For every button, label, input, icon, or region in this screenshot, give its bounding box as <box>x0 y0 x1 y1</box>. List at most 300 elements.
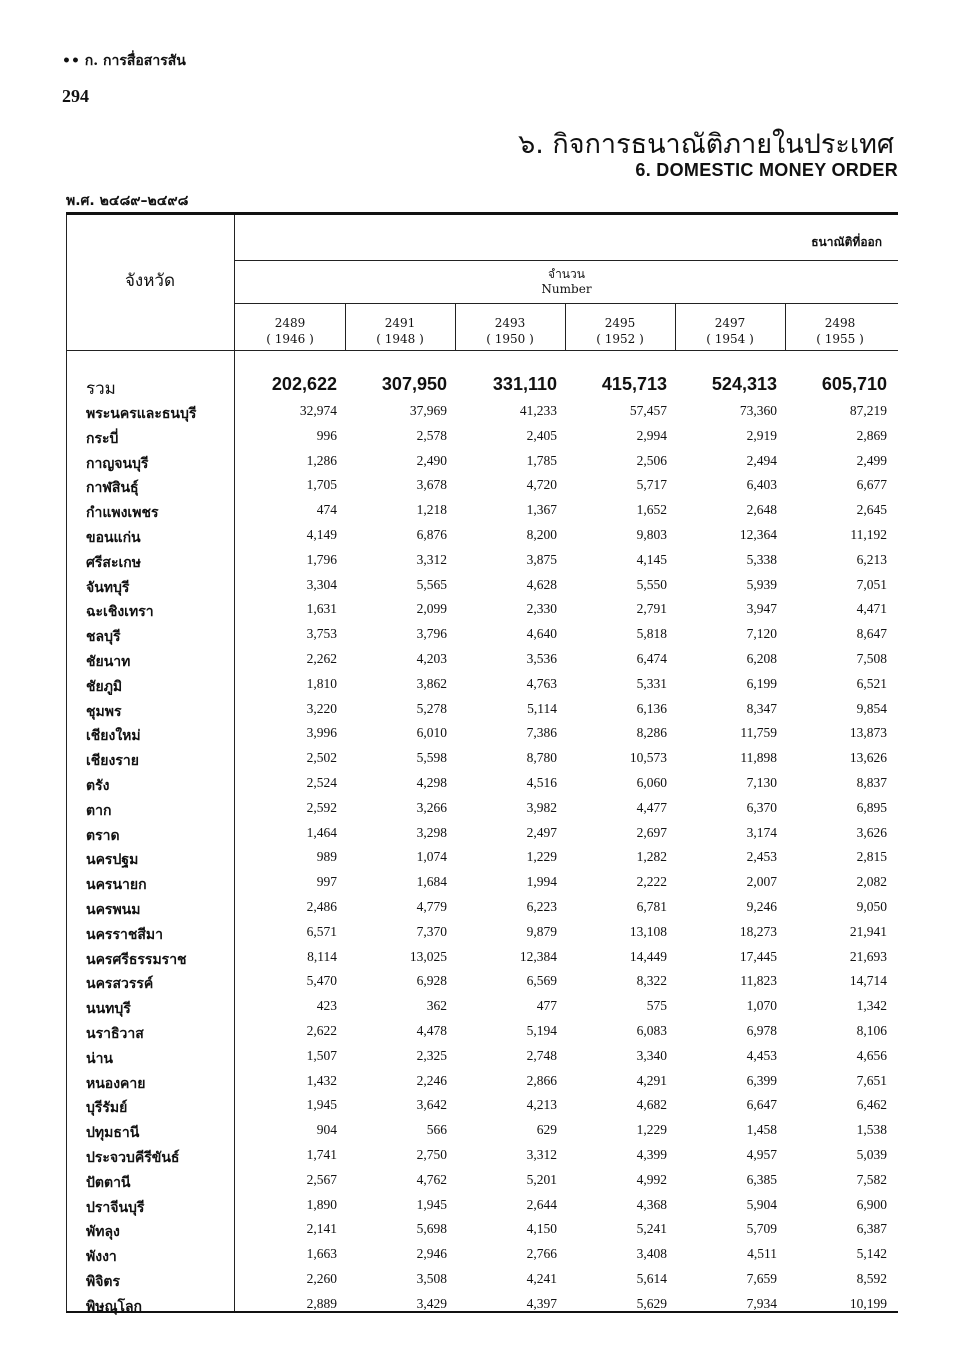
cell-value: 11,823 <box>740 973 777 989</box>
table-row <box>66 896 898 921</box>
cell-value: 6,083 <box>636 1022 667 1038</box>
table-row <box>66 772 898 797</box>
cell-value: 5,278 <box>416 700 447 716</box>
year-ce: ( 1955 ) <box>816 332 864 346</box>
cell-value: 12,384 <box>519 948 557 964</box>
cell-value: 5,565 <box>416 576 447 592</box>
cell-value: 5,201 <box>526 1171 557 1187</box>
page-number: 294 <box>62 86 89 106</box>
province-name: ฉะเชิงเทรา <box>86 604 154 621</box>
table-row <box>66 747 898 772</box>
table-row <box>66 673 898 698</box>
cell-value: 4,298 <box>416 774 447 790</box>
cell-value: 7,659 <box>746 1270 777 1286</box>
cell-value: 41,233 <box>519 403 557 418</box>
cell-value: 904 <box>316 1122 337 1138</box>
cell-value: 37,969 <box>409 403 447 418</box>
cell-value: 2,697 <box>636 824 667 840</box>
year-be: 2497 <box>714 316 746 330</box>
province-name: จันทบุรี <box>86 579 130 596</box>
cell-value: 6,677 <box>856 477 887 493</box>
table-row <box>66 1020 898 1045</box>
cell-value: 5,614 <box>636 1270 667 1286</box>
cell-value: 7,051 <box>856 576 887 592</box>
province-name: นครศรีธรรมราช <box>86 951 187 968</box>
year-ce: ( 1946 ) <box>266 332 314 346</box>
province-name: นครราชสีมา <box>86 926 163 943</box>
cell-value: 5,598 <box>416 750 447 766</box>
cell-value: 2,946 <box>416 1246 447 1262</box>
cell-value: 3,753 <box>306 626 337 642</box>
cell-value: 9,246 <box>746 898 777 914</box>
table-row <box>66 722 898 747</box>
cell-value: 1,796 <box>306 551 337 567</box>
province-name: ชลบุรี <box>86 629 121 646</box>
cell-value: 4,149 <box>306 526 337 542</box>
cell-value: 4,511 <box>747 1246 777 1262</box>
total-row <box>66 370 898 400</box>
page-title-english: 6. DOMESTIC MONEY ORDER <box>635 160 898 180</box>
province-name: ประจวบคีรีขันธ์ <box>86 1149 180 1166</box>
cell-value: 5,338 <box>746 551 777 567</box>
cell-value: 2,815 <box>856 849 887 865</box>
cell-value: 32,974 <box>299 403 337 418</box>
cell-value: 6,223 <box>526 898 557 914</box>
table-row <box>66 425 898 450</box>
cell-value: 5,550 <box>636 576 667 592</box>
year-be: 2498 <box>824 316 856 330</box>
year-header <box>675 315 785 347</box>
cell-value: 6,781 <box>636 898 667 914</box>
cell-value: 5,818 <box>636 626 667 642</box>
cell-value: 4,145 <box>636 551 667 567</box>
cell-value: 6,370 <box>746 799 777 815</box>
cell-value: 8,837 <box>856 774 887 790</box>
cell-value: 2,405 <box>526 427 557 443</box>
cell-value: 575 <box>646 998 667 1014</box>
cell-value: 2,994 <box>636 427 667 443</box>
table-row <box>66 1194 898 1219</box>
cell-value: 11,759 <box>740 725 777 741</box>
cell-value: 605,710 <box>821 374 887 394</box>
cell-value: 5,698 <box>416 1221 447 1237</box>
cell-value: 989 <box>316 849 337 865</box>
cell-value: 87,219 <box>849 403 887 418</box>
cell-value: 1,229 <box>526 849 557 865</box>
cell-value: 3,862 <box>416 675 447 691</box>
cell-value: 5,939 <box>746 576 777 592</box>
cell-value: 474 <box>316 502 337 518</box>
cell-value: 1,070 <box>746 998 777 1014</box>
cell-value: 6,010 <box>416 725 447 741</box>
table-row <box>66 1045 898 1070</box>
cell-value: 997 <box>316 874 337 890</box>
cell-value: 4,992 <box>636 1171 667 1187</box>
cell-value: 6,876 <box>416 526 447 542</box>
cell-value: 5,241 <box>636 1221 667 1237</box>
cell-value: 9,803 <box>636 526 667 542</box>
cell-value: 73,360 <box>739 403 777 418</box>
cell-value: 2,246 <box>416 1072 447 1088</box>
cell-value: 8,647 <box>856 626 887 642</box>
cell-value: 3,312 <box>416 551 447 567</box>
cell-value: 3,298 <box>416 824 447 840</box>
cell-value: 6,571 <box>306 923 337 939</box>
cell-value: 202,622 <box>271 374 337 394</box>
cell-value: 6,462 <box>856 1097 887 1113</box>
cell-value: 9,854 <box>856 700 887 716</box>
cell-value: 7,370 <box>416 923 447 939</box>
province-name: พิจิตร <box>86 1273 121 1290</box>
cell-value: 21,941 <box>849 923 887 939</box>
cell-value: 4,399 <box>636 1146 667 1162</box>
province-name: นครพนม <box>86 901 141 918</box>
cell-value: 12,364 <box>739 526 777 542</box>
cell-value: 2,791 <box>636 601 667 617</box>
cell-value: 1,684 <box>416 874 447 890</box>
cell-value: 1,458 <box>746 1122 777 1138</box>
cell-value: 6,199 <box>746 675 777 691</box>
province-name: พิษณุโลก <box>86 1298 143 1315</box>
cell-value: 8,106 <box>856 1022 887 1038</box>
table-row <box>66 648 898 673</box>
cell-value: 3,340 <box>636 1047 667 1063</box>
cell-value: 3,266 <box>416 799 447 815</box>
table-row <box>66 549 898 574</box>
cell-value: 6,387 <box>856 1221 887 1237</box>
cell-value: 2,222 <box>636 874 667 890</box>
table-row <box>66 1268 898 1293</box>
cell-value: 415,713 <box>601 374 667 394</box>
cell-value: 7,386 <box>526 725 557 741</box>
province-name: เชียงใหม่ <box>86 728 141 745</box>
cell-value: 8,114 <box>307 948 337 964</box>
year-header <box>455 315 565 347</box>
cell-value: 5,039 <box>856 1146 887 1162</box>
province-name: ปราจีนบุรี <box>86 1199 145 1216</box>
table-row <box>66 995 898 1020</box>
cell-value: 4,453 <box>746 1047 777 1063</box>
province-name: ชัยภูมิ <box>86 678 123 695</box>
cell-value: 2,325 <box>416 1047 447 1063</box>
province-name: นครปฐม <box>86 852 139 869</box>
cell-value: 7,651 <box>856 1072 887 1088</box>
cell-value: 1,945 <box>416 1196 447 1212</box>
cell-value: 1,074 <box>416 849 447 865</box>
province-name: น่าน <box>86 1050 114 1067</box>
province-name: ปทุมธานี <box>86 1125 140 1142</box>
cell-value: 1,229 <box>636 1122 667 1138</box>
cell-value: 7,582 <box>856 1171 887 1187</box>
cell-value: 2,007 <box>746 874 777 890</box>
year-ce: ( 1948 ) <box>376 332 424 346</box>
cell-value: 2,645 <box>856 502 887 518</box>
cell-value: 4,682 <box>636 1097 667 1113</box>
province-name: ขอนแก่น <box>86 529 141 546</box>
cell-value: 4,516 <box>526 774 557 790</box>
cell-value: 5,904 <box>746 1196 777 1212</box>
cell-value: 2,919 <box>746 427 777 443</box>
cell-value: 57,457 <box>629 403 667 418</box>
cell-value: 362 <box>426 998 447 1014</box>
cell-value: 3,642 <box>416 1097 447 1113</box>
province-name: ตรัง <box>86 777 110 794</box>
cell-value: 1,631 <box>306 601 337 617</box>
table-row <box>66 846 898 871</box>
cell-value: 2,578 <box>416 427 447 443</box>
province-name: นราธิวาส <box>86 1025 144 1042</box>
cell-value: 6,213 <box>856 551 887 567</box>
cell-value: 10,199 <box>849 1295 887 1311</box>
cell-value: 1,785 <box>526 452 557 468</box>
cell-value: 3,947 <box>746 601 777 617</box>
year-be: 2493 <box>494 316 526 330</box>
cell-value: 1,367 <box>526 502 557 518</box>
year-be: 2495 <box>604 316 636 330</box>
number-header <box>235 267 898 297</box>
cell-value: 1,286 <box>306 452 337 468</box>
province-name: พระนครและธนบุรี <box>86 406 197 422</box>
cell-value: 8,286 <box>636 725 667 741</box>
cell-value: 6,978 <box>746 1022 777 1038</box>
cell-value: 3,304 <box>306 576 337 592</box>
cell-value: 2,497 <box>526 824 557 840</box>
province-name: พังงา <box>86 1249 117 1266</box>
cell-value: 8,200 <box>526 526 557 542</box>
year-ce: ( 1950 ) <box>486 332 534 346</box>
cell-value: 6,928 <box>416 973 447 989</box>
table-row <box>66 1094 898 1119</box>
cell-value: 5,470 <box>306 973 337 989</box>
cell-value: 3,626 <box>856 824 887 840</box>
province-column-header: จังหวัด <box>124 271 176 291</box>
cell-value: 6,521 <box>856 675 887 691</box>
cell-value: 2,869 <box>856 427 887 443</box>
province-name: บุรีรัมย์ <box>86 1100 128 1117</box>
cell-value: 6,136 <box>636 700 667 716</box>
cell-value: 14,714 <box>849 973 887 989</box>
cell-value: 2,453 <box>746 849 777 865</box>
cell-value: 2,490 <box>416 452 447 468</box>
table-row <box>66 822 898 847</box>
cell-value: 331,110 <box>492 374 557 394</box>
cell-value: 8,322 <box>636 973 667 989</box>
total-label: รวม <box>86 379 116 399</box>
cell-value: 3,220 <box>306 700 337 716</box>
cell-value: 9,050 <box>856 898 887 914</box>
cell-value: 4,478 <box>416 1022 447 1038</box>
year-header <box>235 315 345 347</box>
province-name: พัทลุง <box>86 1224 120 1241</box>
province-name: หนองคาย <box>86 1075 146 1092</box>
cell-value: 4,397 <box>526 1295 557 1311</box>
cell-value: 2,644 <box>526 1196 557 1212</box>
province-name: กาญจนบุรี <box>86 455 149 472</box>
year-header <box>565 315 675 347</box>
cell-value: 4,656 <box>856 1047 887 1063</box>
money-orders-issued-header: ธนาณัติที่ออก <box>811 235 882 249</box>
cell-value: 17,445 <box>739 948 777 964</box>
cell-value: 8,592 <box>856 1270 887 1286</box>
cell-value: 4,628 <box>526 576 557 592</box>
cell-value: 8,347 <box>746 700 777 716</box>
cell-value: 2,141 <box>306 1221 337 1237</box>
cell-value: 1,994 <box>526 874 557 890</box>
cell-value: 1,342 <box>856 998 887 1014</box>
cell-value: 2,099 <box>416 601 447 617</box>
cell-value: 9,879 <box>526 923 557 939</box>
cell-value: 2,567 <box>306 1171 337 1187</box>
cell-value: 6,569 <box>526 973 557 989</box>
cell-value: 1,705 <box>306 477 337 493</box>
cell-value: 1,890 <box>306 1196 337 1212</box>
year-ce: ( 1952 ) <box>596 332 644 346</box>
year-header <box>345 315 455 347</box>
cell-value: 6,385 <box>746 1171 777 1187</box>
province-name: ศรีสะเกษ <box>86 554 141 571</box>
table-body <box>66 370 898 1317</box>
cell-value: 1,218 <box>416 502 447 518</box>
table-row <box>66 797 898 822</box>
cell-value: 3,982 <box>526 799 557 815</box>
cell-value: 2,502 <box>306 750 337 766</box>
cell-value: 18,273 <box>739 923 777 939</box>
cell-value: 4,203 <box>416 650 447 666</box>
cell-value: 1,663 <box>306 1246 337 1262</box>
cell-value: 3,408 <box>636 1246 667 1262</box>
cell-value: 629 <box>536 1122 557 1138</box>
cell-value: 1,282 <box>636 849 667 865</box>
cell-value: 2,750 <box>416 1146 447 1162</box>
table-row <box>66 1119 898 1144</box>
cell-value: 11,192 <box>850 526 887 542</box>
cell-value: 3,796 <box>416 626 447 642</box>
cell-value: 13,108 <box>629 923 667 939</box>
table-row <box>66 1243 898 1268</box>
table-row <box>66 970 898 995</box>
cell-value: 13,025 <box>409 948 447 964</box>
cell-value: 2,262 <box>306 650 337 666</box>
cell-value: 2,499 <box>856 452 887 468</box>
cell-value: 307,950 <box>381 374 447 394</box>
province-name: กำแพงเพชร <box>86 505 159 522</box>
cell-value: 2,330 <box>526 601 557 617</box>
cell-value: 5,194 <box>526 1022 557 1038</box>
cell-value: 4,471 <box>856 601 887 617</box>
province-name: นครนายก <box>86 877 147 894</box>
table-row <box>66 1293 898 1318</box>
year-ce: ( 1954 ) <box>706 332 754 346</box>
table-row <box>66 1070 898 1095</box>
cell-value: 6,647 <box>746 1097 777 1113</box>
header-rule-1 <box>235 260 898 261</box>
cell-value: 2,648 <box>746 502 777 518</box>
header-rule-3 <box>66 350 898 351</box>
cell-value: 4,720 <box>526 477 557 493</box>
cell-value: 4,957 <box>746 1146 777 1162</box>
cell-value: 14,449 <box>629 948 667 964</box>
table-row <box>66 524 898 549</box>
cell-value: 2,524 <box>306 774 337 790</box>
cell-value: 1,945 <box>306 1097 337 1113</box>
cell-value: 2,260 <box>306 1270 337 1286</box>
cell-value: 524,313 <box>711 374 777 394</box>
table-row <box>66 946 898 971</box>
province-name: ชัยนาท <box>86 653 131 670</box>
cell-value: 6,060 <box>636 774 667 790</box>
table-row <box>66 574 898 599</box>
cell-value: 3,536 <box>526 650 557 666</box>
cell-value: 4,368 <box>636 1196 667 1212</box>
cell-value: 6,403 <box>746 477 777 493</box>
cell-value: 4,763 <box>526 675 557 691</box>
cell-value: 3,996 <box>306 725 337 741</box>
cell-value: 7,130 <box>746 774 777 790</box>
cell-value: 3,508 <box>416 1270 447 1286</box>
cell-value: 5,709 <box>746 1221 777 1237</box>
table-row <box>66 623 898 648</box>
cell-value: 4,779 <box>416 898 447 914</box>
cell-value: 566 <box>426 1122 447 1138</box>
province-name: กาฬสินธุ์ <box>86 480 139 497</box>
cell-value: 10,573 <box>629 750 667 766</box>
header-rule-2 <box>235 303 898 304</box>
table-row <box>66 698 898 723</box>
cell-value: 6,895 <box>856 799 887 815</box>
cell-value: 11,898 <box>740 750 777 766</box>
cell-value: 1,464 <box>306 824 337 840</box>
cell-value: 996 <box>316 427 337 443</box>
cell-value: 423 <box>316 998 337 1014</box>
cell-value: 2,766 <box>526 1246 557 1262</box>
cell-value: 6,208 <box>746 650 777 666</box>
cell-value: 1,810 <box>306 675 337 691</box>
cell-value: 7,120 <box>746 626 777 642</box>
table-row <box>66 474 898 499</box>
cell-value: 8,780 <box>526 750 557 766</box>
cell-value: 3,429 <box>416 1295 447 1311</box>
cell-value: 2,486 <box>306 898 337 914</box>
cell-value: 2,889 <box>306 1295 337 1311</box>
cell-value: 6,399 <box>746 1072 777 1088</box>
cell-value: 4,477 <box>636 799 667 815</box>
table-row <box>66 499 898 524</box>
money-order-table <box>66 212 898 1313</box>
year-header <box>785 315 895 347</box>
cell-value: 3,678 <box>416 477 447 493</box>
table-row <box>66 598 898 623</box>
table-row <box>66 450 898 475</box>
province-name: เชียงราย <box>86 753 139 770</box>
cell-value: 5,717 <box>636 477 667 493</box>
province-name: กระบี่ <box>86 430 119 447</box>
running-head: •• ก. การสื่อสารสัน <box>62 53 186 69</box>
province-name: ปัตตานี <box>86 1174 131 1191</box>
province-name: ตาก <box>86 802 112 819</box>
cell-value: 477 <box>536 998 557 1014</box>
cell-value: 7,934 <box>746 1295 777 1311</box>
cell-value: 5,331 <box>636 675 667 691</box>
cell-value: 13,873 <box>849 725 887 741</box>
table-row <box>66 921 898 946</box>
table-row <box>66 400 898 425</box>
cell-value: 2,866 <box>526 1072 557 1088</box>
province-name: นครสวรรค์ <box>86 976 154 993</box>
cell-value: 3,875 <box>526 551 557 567</box>
cell-value: 6,900 <box>856 1196 887 1212</box>
cell-value: 1,507 <box>306 1047 337 1063</box>
cell-value: 4,762 <box>416 1171 447 1187</box>
